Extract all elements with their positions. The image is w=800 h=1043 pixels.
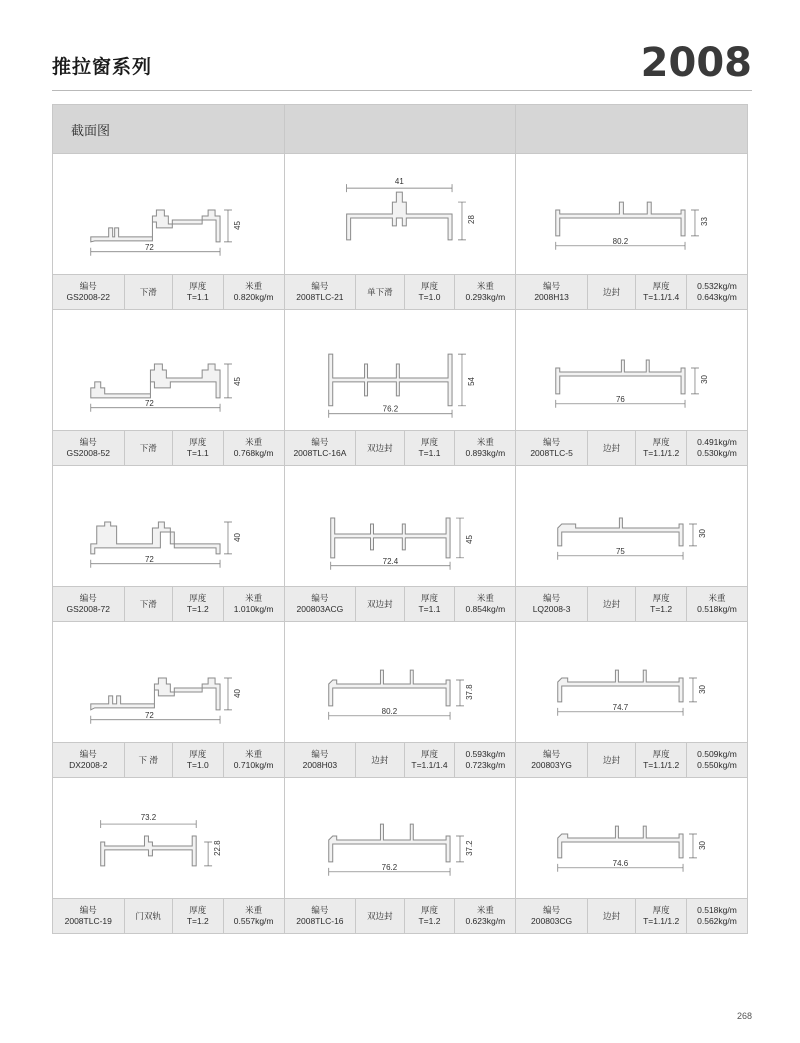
spec-code-label: 编号 (79, 905, 97, 916)
spec-strip (285, 586, 516, 621)
profile-drawing (285, 310, 516, 430)
dim-width: 73.2 (140, 813, 157, 823)
profile-cell (285, 622, 517, 777)
profile-cell (285, 310, 517, 465)
spec-weight-label: 米重 (245, 593, 263, 604)
dim-height: 28 (466, 215, 476, 224)
spec-thickness-label: 厚度 (652, 437, 670, 448)
dim-height: 37.8 (464, 684, 474, 700)
spec-weight-value-2: 0.643kg/m (697, 292, 737, 302)
profile-drawing (285, 778, 516, 898)
table-band (53, 105, 747, 154)
profile-cell (516, 778, 747, 933)
spec-code-value: 200803CG (531, 916, 573, 926)
profile-drawing (285, 154, 516, 274)
spec-name-value: 双边封 (367, 598, 393, 609)
spec-weight-label: 米重 (476, 437, 494, 448)
profile-cell (53, 622, 285, 777)
spec-thickness-value: T=1.2 (418, 916, 441, 926)
profile-drawing (516, 154, 747, 274)
spec-name-value: 边封 (603, 910, 621, 921)
spec-name-value: 边封 (603, 442, 621, 453)
spec-thickness-value: T=1.1/1.2 (643, 448, 680, 458)
spec-name-value: 下 滑 (138, 754, 158, 765)
spec-thickness-label: 厚度 (652, 281, 670, 292)
profile-cell (516, 466, 747, 621)
dim-width: 72 (145, 710, 154, 720)
spec-weight-label: 米重 (245, 281, 263, 292)
profile-cell (53, 778, 285, 933)
dim-height: 45 (232, 377, 242, 386)
spec-strip (516, 430, 747, 465)
dim-width: 75 (616, 546, 626, 556)
spec-strip (53, 430, 284, 465)
spec-weight-value-1: 0.509kg/m (697, 749, 737, 760)
spec-thickness-value: T=1.1 (186, 292, 209, 302)
profile-cell (285, 466, 517, 621)
spec-name-value: 边封 (603, 754, 621, 765)
spec-thickness-value: T=1.1/1.4 (643, 292, 680, 302)
spec-thickness-label: 厚度 (189, 437, 207, 448)
profile-drawing (516, 466, 747, 586)
table-row (53, 778, 747, 934)
spec-weight-value: 0.893kg/m (465, 448, 506, 458)
spec-thickness-label: 厚度 (652, 593, 670, 604)
spec-weight-label: 米重 (476, 593, 494, 604)
spec-weight-value: 0.854kg/m (465, 604, 506, 614)
spec-strip (53, 274, 284, 309)
spec-name-value: 单下滑 (367, 286, 393, 297)
dim-width: 72 (145, 398, 154, 408)
spec-name-value: 边封 (603, 286, 621, 297)
spec-code-label: 编号 (543, 749, 561, 760)
spec-weight-value-2: 0.530kg/m (697, 448, 737, 458)
profile-table (52, 104, 748, 934)
spec-code-label: 编号 (79, 281, 97, 292)
spec-code-label: 编号 (543, 281, 561, 292)
table-row (53, 310, 747, 466)
spec-thickness-value: T=1.0 (186, 760, 209, 770)
spec-strip (516, 742, 747, 777)
spec-thickness-label: 厚度 (189, 281, 207, 292)
profile-drawing (516, 622, 747, 742)
spec-code-value: 2008TLC-21 (296, 292, 344, 302)
spec-code-value: 2008H03 (302, 760, 338, 770)
profile-cell (516, 622, 747, 777)
spec-code-value: 2008H13 (534, 292, 569, 302)
dim-width: 74.7 (613, 702, 629, 712)
profile-drawing (516, 310, 747, 430)
spec-strip (53, 898, 284, 933)
spec-thickness-value: T=1.1/1.2 (643, 916, 680, 926)
spec-weight-label: 米重 (245, 749, 263, 760)
table-row (53, 154, 747, 310)
spec-weight-value-2: 0.562kg/m (697, 916, 737, 926)
profile-drawing (516, 778, 747, 898)
spec-thickness-label: 厚度 (652, 905, 670, 916)
spec-thickness-label: 厚度 (420, 749, 438, 760)
spec-thickness-value: T=1.2 (186, 916, 209, 926)
spec-name-value: 边封 (603, 598, 621, 609)
spec-thickness-label: 厚度 (189, 593, 207, 604)
page-number: 268 (736, 1011, 752, 1021)
spec-strip (285, 898, 516, 933)
spec-weight-label: 米重 (708, 593, 726, 604)
spec-code-value: LQ2008-3 (532, 604, 571, 614)
dim-width: 72.4 (382, 556, 398, 566)
band-cell-3 (516, 105, 747, 153)
dim-height: 22.8 (213, 840, 223, 856)
dim-width: 80.2 (613, 236, 629, 246)
spec-code-value: DX2008-2 (69, 760, 108, 770)
spec-code-label: 编号 (79, 593, 97, 604)
spec-code-value: 2008TLC-16 (296, 916, 344, 926)
series-number: 2008 (640, 40, 752, 86)
dim-width: 76 (616, 394, 626, 404)
table-row (53, 466, 747, 622)
spec-thickness-label: 厚度 (420, 437, 438, 448)
table-row (53, 622, 747, 778)
dim-height: 33 (700, 217, 710, 226)
spec-strip (285, 742, 516, 777)
spec-name-value: 下滑 (139, 598, 157, 609)
dim-height: 45 (464, 535, 474, 544)
page-title: 推拉窗系列 (52, 57, 153, 78)
spec-weight-value-1: 0.518kg/m (697, 905, 737, 916)
profile-cell (53, 310, 285, 465)
spec-thickness-value: T=1.1 (418, 604, 441, 614)
spec-code-value: GS2008-52 (66, 448, 110, 458)
spec-weight-value: 0.623kg/m (465, 916, 506, 926)
spec-code-label: 编号 (543, 905, 561, 916)
band-cell-1: 截面图 (53, 105, 285, 153)
profile-cell (53, 466, 285, 621)
spec-code-value: 2008TLC-5 (530, 448, 573, 458)
spec-weight-label: 米重 (245, 905, 263, 916)
spec-name-value: 边封 (371, 754, 389, 765)
spec-thickness-label: 厚度 (420, 905, 438, 916)
dim-height: 30 (698, 685, 708, 694)
spec-code-label: 编号 (311, 905, 329, 916)
spec-name-value: 下滑 (139, 442, 157, 453)
dim-width: 76.2 (382, 404, 398, 414)
spec-name-value: 下滑 (139, 286, 157, 297)
profile-drawing (53, 154, 284, 274)
profile-drawing (285, 622, 516, 742)
spec-code-value: 200803ACG (296, 604, 344, 614)
spec-thickness-label: 厚度 (420, 281, 438, 292)
spec-strip (516, 898, 747, 933)
dim-height: 37.2 (464, 840, 474, 856)
profile-cell (53, 154, 285, 309)
profile-drawing (53, 778, 284, 898)
spec-thickness-value: T=1.1 (418, 448, 441, 458)
profile-cell (285, 778, 517, 933)
spec-code-label: 编号 (311, 437, 329, 448)
spec-thickness-value: T=1.2 (186, 604, 209, 614)
header-divider (52, 90, 752, 91)
profile-drawing (53, 310, 284, 430)
spec-thickness-value: T=1.1/1.4 (411, 760, 448, 770)
spec-code-value: GS2008-22 (66, 292, 110, 302)
spec-weight-value-2: 0.550kg/m (697, 760, 737, 770)
spec-weight-value: 0.293kg/m (465, 292, 506, 302)
spec-code-label: 编号 (543, 437, 561, 448)
spec-thickness-value: T=1.1 (186, 448, 209, 458)
spec-weight-value: 1.010kg/m (233, 604, 274, 614)
dim-width: 76.2 (381, 862, 397, 872)
spec-code-label: 编号 (543, 593, 561, 604)
spec-weight-label: 米重 (476, 281, 494, 292)
spec-name-value: 双边封 (367, 910, 393, 921)
profile-drawing (53, 622, 284, 742)
dim-height: 30 (700, 375, 710, 384)
profile-cell (285, 154, 517, 309)
spec-strip (516, 274, 747, 309)
spec-thickness-label: 厚度 (189, 749, 207, 760)
spec-code-value: 2008TLC-16A (293, 448, 347, 458)
spec-code-label: 编号 (79, 749, 97, 760)
dim-height: 30 (698, 529, 708, 538)
spec-code-value: 2008TLC-19 (64, 916, 112, 926)
band-cell-2 (285, 105, 517, 153)
spec-weight-value: 0.820kg/m (233, 292, 274, 302)
spec-weight-value: 0.710kg/m (233, 760, 274, 770)
dim-width: 41 (394, 177, 404, 187)
spec-weight-value-1: 0.491kg/m (697, 437, 737, 448)
dim-width: 72 (145, 554, 154, 564)
spec-weight-label: 米重 (245, 437, 263, 448)
dim-height: 40 (232, 533, 242, 542)
spec-thickness-value: T=1.1/1.2 (643, 760, 680, 770)
spec-strip (516, 586, 747, 621)
dim-width: 74.6 (613, 858, 629, 868)
spec-code-value: 200803YG (531, 760, 572, 770)
dim-height: 30 (698, 841, 708, 850)
spec-code-value: GS2008-72 (66, 604, 110, 614)
spec-thickness-label: 厚度 (189, 905, 207, 916)
spec-weight-value-1: 0.593kg/m (465, 749, 506, 760)
dim-height: 54 (466, 377, 476, 386)
spec-weight-value: 0.557kg/m (233, 916, 274, 926)
spec-thickness-label: 厚度 (652, 749, 670, 760)
dim-height: 40 (232, 689, 242, 698)
dim-height: 45 (232, 221, 242, 230)
spec-code-label: 编号 (311, 593, 329, 604)
page-header (0, 40, 800, 96)
spec-thickness-label: 厚度 (420, 593, 438, 604)
spec-code-label: 编号 (311, 281, 329, 292)
dim-width: 72 (145, 242, 154, 252)
spec-strip (53, 586, 284, 621)
spec-code-label: 编号 (79, 437, 97, 448)
profile-drawing (285, 466, 516, 586)
profile-cell (516, 154, 747, 309)
spec-thickness-value: T=1.2 (650, 604, 673, 614)
spec-weight-value: 0.518kg/m (697, 604, 737, 614)
spec-strip (53, 742, 284, 777)
spec-weight-value-2: 0.723kg/m (465, 760, 506, 770)
spec-weight-value: 0.768kg/m (233, 448, 274, 458)
spec-strip (285, 430, 516, 465)
dim-width: 80.2 (381, 706, 397, 716)
spec-strip (285, 274, 516, 309)
spec-weight-label: 米重 (476, 905, 494, 916)
spec-code-label: 编号 (311, 749, 329, 760)
profile-cell (516, 310, 747, 465)
spec-name-value: 门双轨 (135, 910, 161, 921)
spec-name-value: 双边封 (367, 442, 393, 453)
spec-weight-value-1: 0.532kg/m (697, 281, 737, 292)
profile-drawing (53, 466, 284, 586)
spec-thickness-value: T=1.0 (418, 292, 441, 302)
